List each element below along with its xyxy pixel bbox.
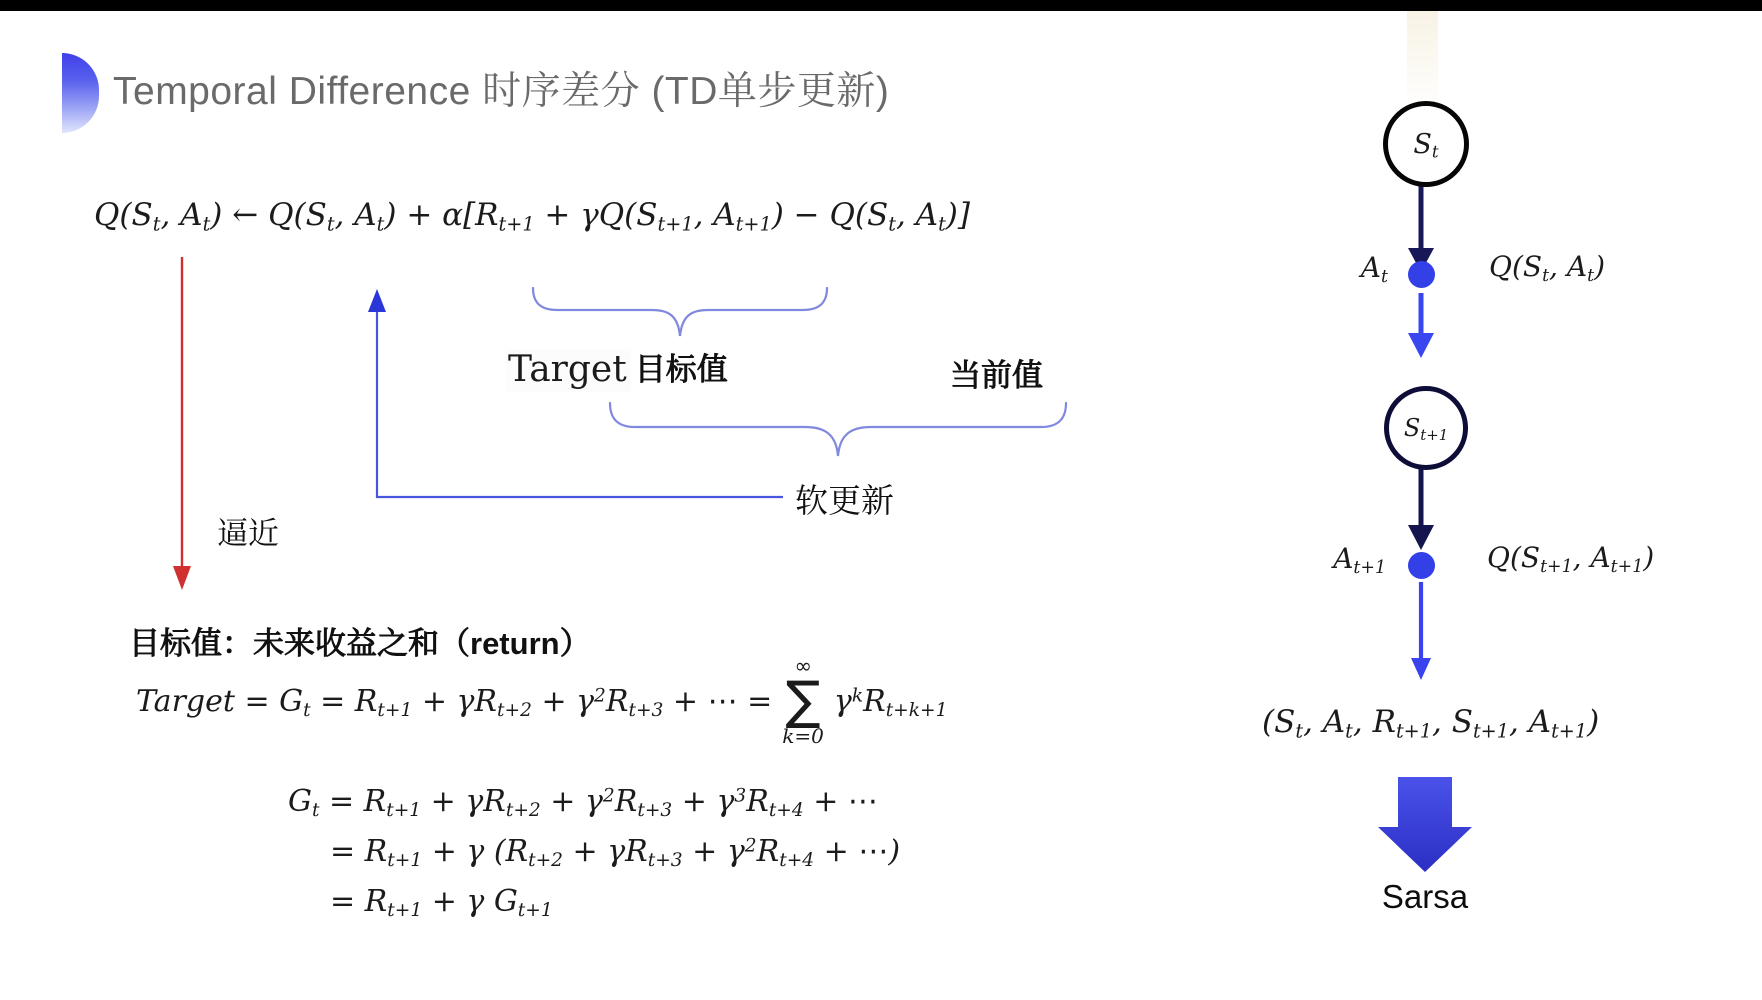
target-equation-prefix: Target = $G_t = R_{t+1} + \gamma R_{t+2} + \gamma^2R_{t+3}$ + ⋯ = <box>136 683 773 721</box>
experience-tuple: ($S_t$, $A_t$, $R_{t+1}$, $S_{t+1}$, $A_{t+1}$) <box>1262 704 1600 743</box>
state-node-st-label: $S_t$ <box>1413 128 1439 162</box>
top-border <box>0 0 1762 11</box>
approach-label: 逼近 <box>217 516 279 551</box>
action-t1-label: $A_{t+1}$ <box>1333 542 1386 578</box>
soft-update-label: 软更新 <box>795 482 894 519</box>
td-update-formula: $Q(S_t$, $A_t$) ← $Q(S_t$, $A_t) + \alpha[R_{t+1} + \gamma Q(S_{t+1}$, $A_{t+1}) - Q(S_t$, $A_t$)] <box>94 197 970 236</box>
action-dot-at1 <box>1408 552 1435 579</box>
state-node-st1-label: $S_{t+1}$ <box>1403 414 1449 445</box>
page-title: Temporal Difference 时序差分 (TD单步更新) <box>113 70 890 113</box>
summation-lower-limit: k=0 <box>782 724 824 749</box>
current-value-label: 当前值 <box>950 358 1043 393</box>
transition-arrow-at-to-st1 <box>1408 293 1434 358</box>
sarsa-arrow <box>1378 777 1472 872</box>
transition-arrow-st-to-at <box>1408 181 1434 272</box>
q-value-t-label: $Q(S_t$, $A_t$) <box>1489 250 1605 286</box>
q-value-t1-label: $Q(S_{t+1}$, $A_{t+1}$) <box>1487 541 1655 577</box>
approach-arrow <box>173 257 191 590</box>
target-equation-suffix: $\gamma^kR_{t+k+1}$ <box>833 683 948 721</box>
state-node-st1 <box>1384 386 1468 470</box>
sarsa-label: Sarsa <box>1381 878 1469 915</box>
gt-derivation-line-2: = $R_{t+1} + \gamma$ ($R_{t+2} + \gamma R_{t+3} + \gamma^2R_{t+4}$ + ⋯) <box>330 834 901 872</box>
target-label <box>506 344 728 392</box>
transition-arrow-st1-to-at1 <box>1408 464 1434 550</box>
action-dot-at <box>1408 261 1435 288</box>
title-accent-shape <box>62 53 99 133</box>
summation-upper-limit: ∞ <box>794 653 812 678</box>
soft-update-arrow <box>368 289 783 497</box>
transition-arrow-at1-down <box>1411 582 1431 680</box>
sigma-symbol: ∑ <box>785 670 821 731</box>
highlight-streak <box>1407 11 1438 111</box>
state-node-st <box>1383 101 1469 187</box>
action-t-label: $A_t$ <box>1360 251 1388 287</box>
target-brace <box>533 288 827 336</box>
summation <box>782 653 824 749</box>
target-equation <box>136 636 947 766</box>
gt-derivation-line-1: $G_t = R_{t+1} + \gamma R_{t+2} + \gamma^2R_{t+3} + \gamma^3R_{t+4}$ + ⋯ <box>288 784 878 822</box>
target-label-zh: 目标值 <box>634 352 728 387</box>
return-heading: 目标值：未来收益之和（return） <box>129 626 591 661</box>
target-label-en: Target <box>506 349 631 392</box>
gt-derivation-line-3: = $R_{t+1} + \gamma$ $G_{t+1}$ <box>330 884 553 922</box>
update-brace <box>610 403 1066 456</box>
